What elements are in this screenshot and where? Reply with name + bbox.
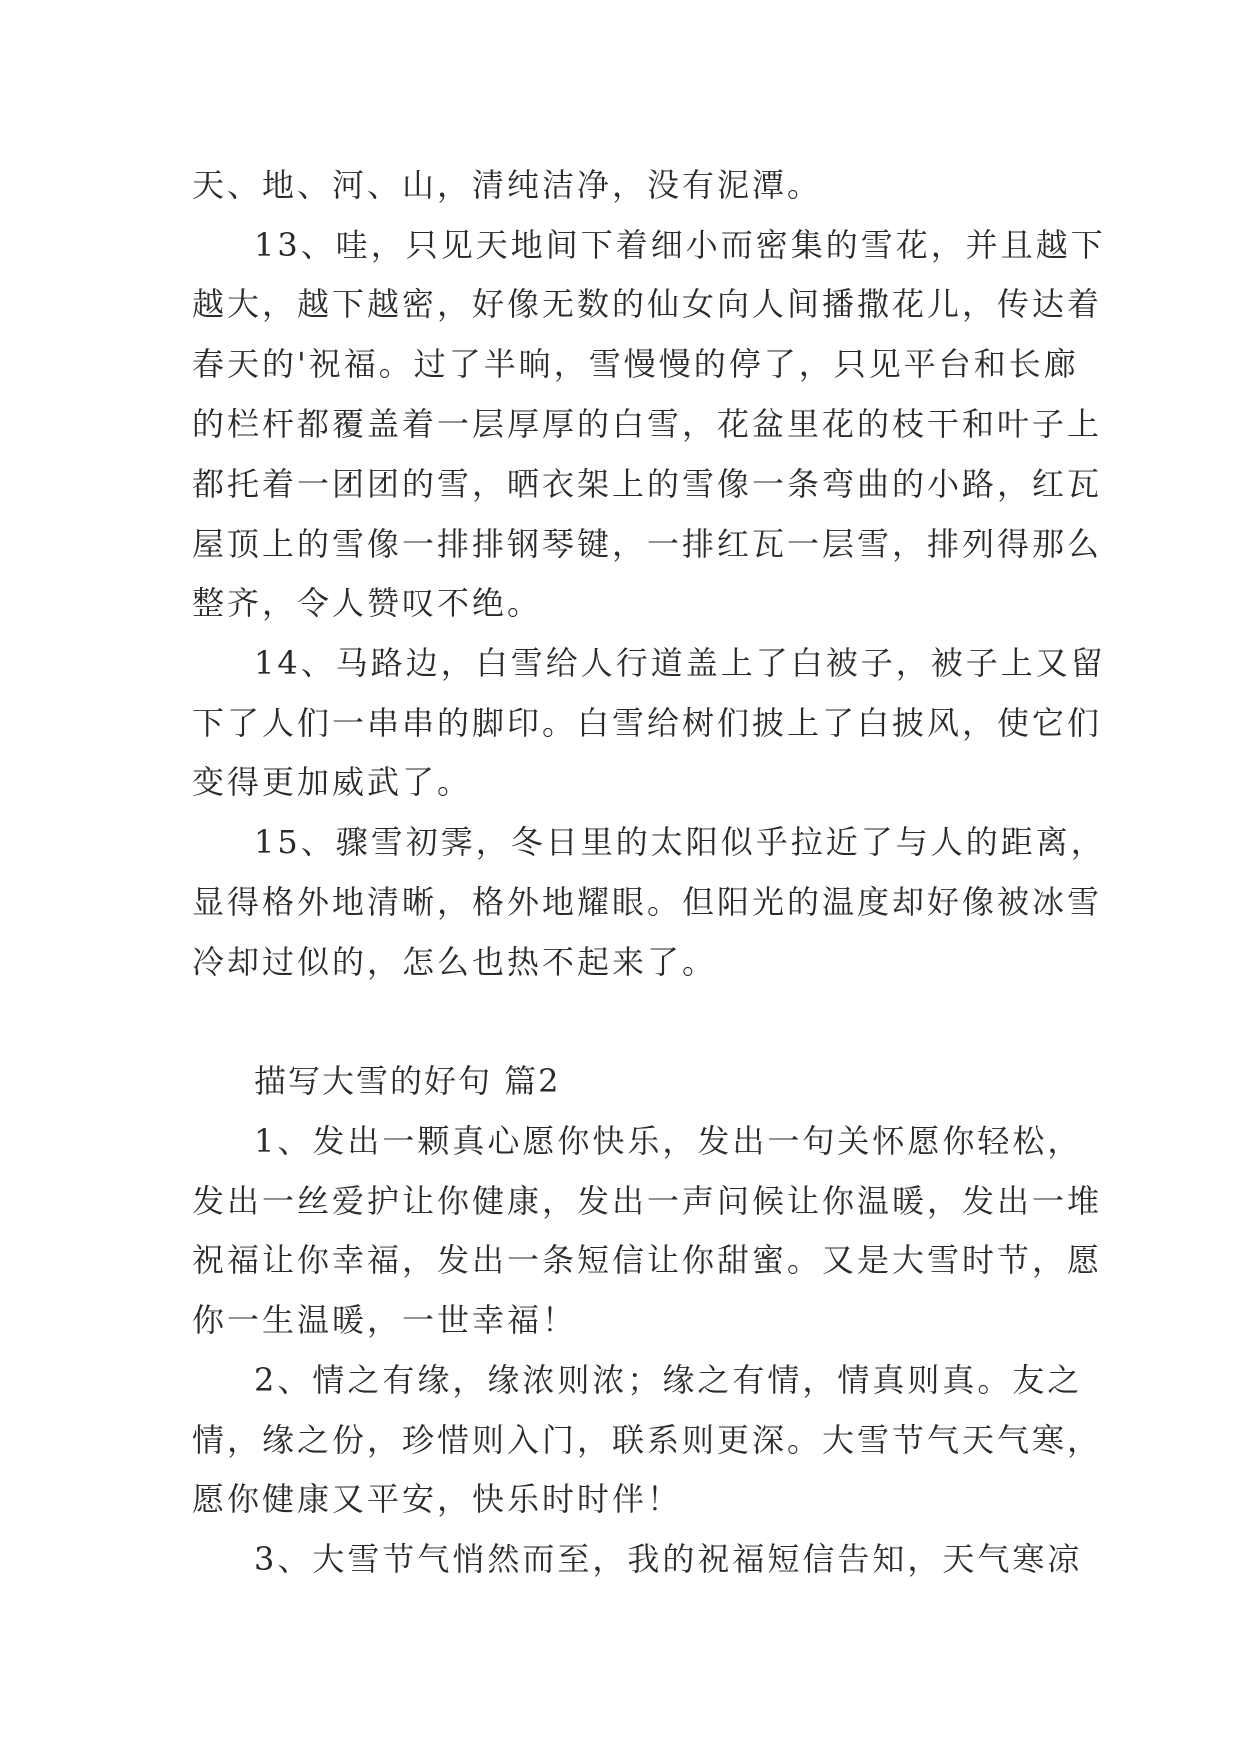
text-line: 天、地、河、山，清纯洁净，没有泥潭。 bbox=[192, 166, 823, 204]
text-line: 15、骤雪初霁，冬日里的太阳似乎拉近了与人的距离， bbox=[254, 823, 1106, 861]
text-line: 祝福让你幸福，发出一条短信让你甜蜜。又是大雪时节，愿 bbox=[192, 1241, 1103, 1279]
text-line: 的栏杆都覆盖着一层厚厚的白雪，花盆里花的枝干和叶子上 bbox=[192, 405, 1103, 443]
text-line: 冷却过似的，怎么也热不起来了。 bbox=[192, 943, 718, 981]
text-line: 都托着一团团的雪，晒衣架上的雪像一条弯曲的小路，红瓦 bbox=[192, 465, 1103, 503]
text-line: 你一生温暖，一世幸福！ bbox=[192, 1301, 578, 1339]
text-line: 发出一丝爱护让你健康，发出一声问候让你温暖，发出一堆 bbox=[192, 1182, 1103, 1220]
text-line: 情，缘之份，珍惜则入门，联系则更深。大雪节气天气寒， bbox=[192, 1421, 1103, 1459]
text-line: 2、情之有缘，缘浓则浓；缘之有情，情真则真。友之 bbox=[254, 1361, 1083, 1399]
text-line: 下了人们一串串的脚印。白雪给树们披上了白披风，使它们 bbox=[192, 704, 1103, 742]
text-line: 显得格外地清晰，格外地耀眼。但阳光的温度却好像被冰雪 bbox=[192, 883, 1103, 921]
text-line: 愿你健康又平安，快乐时时伴！ bbox=[192, 1480, 683, 1518]
text-line: 1、发出一颗真心愿你快乐，发出一句关怀愿你轻松， bbox=[254, 1122, 1083, 1160]
text-line: 屋顶上的雪像一排排钢琴键，一排红瓦一层雪，排列得那么 bbox=[192, 525, 1103, 563]
text-line: 13、哇，只见天地间下着细小而密集的雪花，并且越下 bbox=[254, 226, 1106, 264]
text-line: 越大，越下越密，好像无数的仙女向人间播撒花儿，传达着 bbox=[192, 285, 1103, 323]
section-heading: 描写大雪的好句 篇2 bbox=[254, 1062, 561, 1100]
text-line: 春天的'祝福。过了半晌，雪慢慢的停了，只见平台和长廊 bbox=[192, 345, 1079, 383]
text-line: 变得更加威武了。 bbox=[192, 763, 473, 801]
text-line: 整齐，令人赞叹不绝。 bbox=[192, 584, 543, 622]
text-line: 3、大雪节气悄然而至，我的祝福短信告知，天气寒凉 bbox=[254, 1540, 1083, 1578]
text-line: 14、马路边，白雪给人行道盖上了白被子，被子上又留 bbox=[254, 644, 1106, 682]
